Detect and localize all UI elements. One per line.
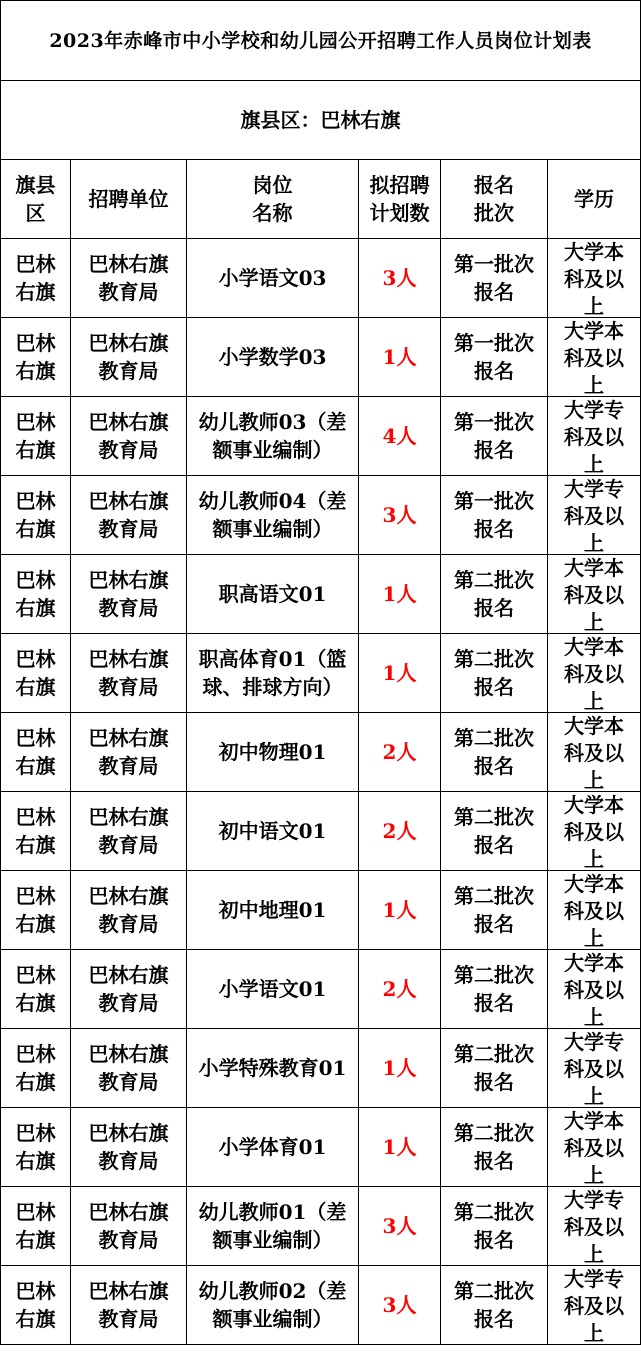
table-row <box>1 634 641 713</box>
table-row <box>1 1108 641 1187</box>
batch-cell-text: 第二批次报名 <box>454 1279 534 1331</box>
county-cell-text: 巴林右旗 <box>15 410 56 462</box>
batch-cell-text: 第一批次报名 <box>454 410 534 462</box>
count-cell-text: 1人 <box>382 661 417 685</box>
unit-cell-text: 巴林右旗教育局 <box>88 331 169 383</box>
table-row <box>1 476 641 555</box>
county-cell-text: 巴林右旗 <box>15 1121 56 1173</box>
count-cell-text: 2人 <box>382 819 417 843</box>
table-body <box>1 1 641 1345</box>
county-cell <box>1 871 71 950</box>
count-cell <box>359 318 441 397</box>
education-cell <box>548 713 641 792</box>
education-cell-text: 大学本科及以上 <box>564 556 624 633</box>
education-cell <box>548 792 641 871</box>
unit-cell-text: 巴林右旗教育局 <box>88 884 169 936</box>
count-cell-text: 1人 <box>382 1056 417 1080</box>
education-cell <box>548 239 641 318</box>
header-batch-label: 报名批次 <box>474 173 514 225</box>
header-position-label: 岗位名称 <box>252 173 293 225</box>
batch-cell <box>441 1187 548 1266</box>
batch-cell-text: 第二批次报名 <box>454 963 534 1015</box>
batch-cell-text: 第二批次报名 <box>454 726 534 778</box>
education-cell-text: 大学本科及以上 <box>564 240 624 317</box>
education-cell-text: 大学本科及以上 <box>564 793 624 870</box>
unit-cell <box>71 792 187 871</box>
count-cell <box>359 476 441 555</box>
batch-cell <box>441 1266 548 1345</box>
unit-cell <box>71 476 187 555</box>
unit-cell <box>71 318 187 397</box>
position-cell-text: 幼儿教师03（差额事业编制） <box>198 410 347 462</box>
batch-cell-text: 第二批次报名 <box>454 647 534 699</box>
count-cell-text: 3人 <box>382 503 417 527</box>
count-cell-text: 1人 <box>382 582 417 606</box>
header-county-label: 旗县区 <box>15 173 56 225</box>
education-cell-text: 大学本科及以上 <box>564 319 624 396</box>
position-cell-text: 小学体育01 <box>218 1135 327 1159</box>
batch-cell <box>441 1108 548 1187</box>
batch-cell-text: 第一批次报名 <box>454 252 534 304</box>
position-cell-text: 初中语文01 <box>218 819 327 843</box>
unit-cell <box>71 1187 187 1266</box>
position-cell <box>187 634 359 713</box>
table-row <box>1 1187 641 1266</box>
header-education-label: 学历 <box>574 187 614 211</box>
unit-cell-text: 巴林右旗教育局 <box>88 1200 169 1252</box>
position-cell-text: 初中地理01 <box>218 898 327 922</box>
county-cell-text: 巴林右旗 <box>15 884 56 936</box>
county-cell <box>1 713 71 792</box>
unit-cell-text: 巴林右旗教育局 <box>88 252 169 304</box>
county-cell-text: 巴林右旗 <box>15 647 56 699</box>
education-cell <box>548 1108 641 1187</box>
education-cell <box>548 871 641 950</box>
count-cell-text: 2人 <box>382 977 417 1001</box>
count-cell <box>359 239 441 318</box>
unit-cell-text: 巴林右旗教育局 <box>88 647 169 699</box>
county-cell-text: 巴林右旗 <box>15 1279 56 1331</box>
education-cell-text: 大学本科及以上 <box>564 635 624 712</box>
table-row <box>1 792 641 871</box>
count-cell <box>359 1108 441 1187</box>
unit-cell-text: 巴林右旗教育局 <box>88 1121 169 1173</box>
count-cell-text: 3人 <box>382 1214 417 1238</box>
county-cell <box>1 792 71 871</box>
education-cell <box>548 476 641 555</box>
education-cell <box>548 1266 641 1345</box>
count-cell-text: 4人 <box>382 424 417 448</box>
education-cell-text: 大学专科及以上 <box>564 1267 624 1344</box>
unit-cell-text: 巴林右旗教育局 <box>88 489 169 541</box>
batch-cell <box>441 239 548 318</box>
header-education <box>548 160 641 239</box>
count-cell <box>359 950 441 1029</box>
position-cell <box>187 792 359 871</box>
county-cell-text: 巴林右旗 <box>15 726 56 778</box>
position-cell <box>187 1266 359 1345</box>
region-row <box>1 81 641 160</box>
education-cell <box>548 950 641 1029</box>
table-row <box>1 871 641 950</box>
position-cell-text: 幼儿教师04（差额事业编制） <box>198 489 347 541</box>
position-cell <box>187 871 359 950</box>
unit-cell <box>71 634 187 713</box>
count-cell <box>359 397 441 476</box>
header-county <box>1 160 71 239</box>
education-cell-text: 大学专科及以上 <box>564 1030 624 1107</box>
header-position <box>187 160 359 239</box>
county-cell <box>1 555 71 634</box>
count-cell <box>359 1266 441 1345</box>
education-cell <box>548 555 641 634</box>
education-cell-text: 大学本科及以上 <box>564 951 624 1028</box>
header-count-label: 拟招聘计划数 <box>369 173 430 225</box>
county-cell <box>1 1266 71 1345</box>
batch-cell-text: 第二批次报名 <box>454 1042 534 1094</box>
county-cell <box>1 239 71 318</box>
county-cell <box>1 950 71 1029</box>
education-cell-text: 大学本科及以上 <box>564 1109 624 1186</box>
position-cell <box>187 1108 359 1187</box>
count-cell <box>359 713 441 792</box>
unit-cell <box>71 1029 187 1108</box>
county-cell-text: 巴林右旗 <box>15 1042 56 1094</box>
batch-cell <box>441 1029 548 1108</box>
position-cell-text: 小学特殊教育01 <box>198 1056 347 1080</box>
unit-cell <box>71 1108 187 1187</box>
position-cell-text: 初中物理01 <box>218 740 327 764</box>
header-unit <box>71 160 187 239</box>
header-count <box>359 160 441 239</box>
batch-cell-text: 第一批次报名 <box>454 331 534 383</box>
position-cell <box>187 555 359 634</box>
table-row <box>1 1266 641 1345</box>
header-unit-label: 招聘单位 <box>88 187 169 211</box>
position-cell-text: 小学语文03 <box>218 266 327 290</box>
unit-cell <box>71 239 187 318</box>
count-cell <box>359 555 441 634</box>
position-cell-text: 小学语文01 <box>218 977 327 1001</box>
unit-cell-text: 巴林右旗教育局 <box>88 410 169 462</box>
county-cell-text: 巴林右旗 <box>15 963 56 1015</box>
batch-cell <box>441 792 548 871</box>
batch-cell <box>441 871 548 950</box>
county-cell <box>1 1108 71 1187</box>
batch-cell <box>441 397 548 476</box>
batch-cell <box>441 476 548 555</box>
batch-cell-text: 第二批次报名 <box>454 568 534 620</box>
unit-cell-text: 巴林右旗教育局 <box>88 963 169 1015</box>
position-cell-text: 小学数学03 <box>218 345 327 369</box>
unit-cell-text: 巴林右旗教育局 <box>88 726 169 778</box>
county-cell-text: 巴林右旗 <box>15 1200 56 1252</box>
batch-cell-text: 第二批次报名 <box>454 1200 534 1252</box>
count-cell-text: 1人 <box>382 345 417 369</box>
batch-cell <box>441 950 548 1029</box>
table-row <box>1 713 641 792</box>
batch-cell-text: 第一批次报名 <box>454 489 534 541</box>
county-cell-text: 巴林右旗 <box>15 568 56 620</box>
education-cell <box>548 1187 641 1266</box>
unit-cell <box>71 950 187 1029</box>
unit-cell <box>71 871 187 950</box>
position-cell <box>187 318 359 397</box>
title-row <box>1 1 641 81</box>
count-cell-text: 1人 <box>382 898 417 922</box>
batch-cell-text: 第二批次报名 <box>454 884 534 936</box>
county-cell <box>1 1029 71 1108</box>
county-cell <box>1 476 71 555</box>
position-cell <box>187 950 359 1029</box>
unit-cell-text: 巴林右旗教育局 <box>88 1042 169 1094</box>
table-row <box>1 397 641 476</box>
batch-cell-text: 第二批次报名 <box>454 805 534 857</box>
batch-cell <box>441 634 548 713</box>
header-batch <box>441 160 548 239</box>
count-cell <box>359 871 441 950</box>
position-cell <box>187 397 359 476</box>
count-cell-text: 3人 <box>382 266 417 290</box>
county-cell-text: 巴林右旗 <box>15 252 56 304</box>
unit-cell <box>71 1266 187 1345</box>
education-cell <box>548 634 641 713</box>
county-cell-text: 巴林右旗 <box>15 805 56 857</box>
batch-cell <box>441 318 548 397</box>
county-cell <box>1 1187 71 1266</box>
batch-cell <box>441 713 548 792</box>
position-cell <box>187 476 359 555</box>
education-cell-text: 大学专科及以上 <box>564 1188 624 1265</box>
count-cell <box>359 1187 441 1266</box>
education-cell <box>548 397 641 476</box>
position-cell <box>187 713 359 792</box>
position-cell-text: 幼儿教师02（差额事业编制） <box>198 1279 347 1331</box>
unit-cell-text: 巴林右旗教育局 <box>88 1279 169 1331</box>
county-cell <box>1 397 71 476</box>
table-row <box>1 239 641 318</box>
header-row <box>1 160 641 239</box>
education-cell-text: 大学本科及以上 <box>564 714 624 791</box>
unit-cell <box>71 397 187 476</box>
unit-cell <box>71 555 187 634</box>
county-cell <box>1 634 71 713</box>
county-cell-text: 巴林右旗 <box>15 331 56 383</box>
position-cell <box>187 1187 359 1266</box>
education-cell <box>548 318 641 397</box>
count-cell <box>359 1029 441 1108</box>
count-cell-text: 1人 <box>382 1135 417 1159</box>
education-cell <box>548 1029 641 1108</box>
position-cell-text: 职高语文01 <box>218 582 327 606</box>
unit-cell-text: 巴林右旗教育局 <box>88 805 169 857</box>
position-cell <box>187 1029 359 1108</box>
batch-cell <box>441 555 548 634</box>
count-cell <box>359 634 441 713</box>
count-cell-text: 2人 <box>382 740 417 764</box>
batch-cell-text: 第二批次报名 <box>454 1121 534 1173</box>
table-row <box>1 318 641 397</box>
count-cell <box>359 792 441 871</box>
position-cell-text: 职高体育01（篮球、排球方向） <box>198 647 347 699</box>
table-row <box>1 1029 641 1108</box>
position-cell-text: 幼儿教师01（差额事业编制） <box>198 1200 347 1252</box>
unit-cell-text: 巴林右旗教育局 <box>88 568 169 620</box>
education-cell-text: 大学专科及以上 <box>564 477 624 554</box>
education-cell-text: 大学专科及以上 <box>564 398 624 475</box>
count-cell-text: 3人 <box>382 1293 417 1317</box>
county-cell <box>1 318 71 397</box>
region-label: 旗县区：巴林右旗 <box>1 81 641 160</box>
education-cell-text: 大学本科及以上 <box>564 872 624 949</box>
table-row <box>1 555 641 634</box>
table-row <box>1 950 641 1029</box>
position-cell <box>187 239 359 318</box>
unit-cell <box>71 713 187 792</box>
document-title: 2023年赤峰市中小学校和幼儿园公开招聘工作人员岗位计划表 <box>1 1 641 81</box>
county-cell-text: 巴林右旗 <box>15 489 56 541</box>
